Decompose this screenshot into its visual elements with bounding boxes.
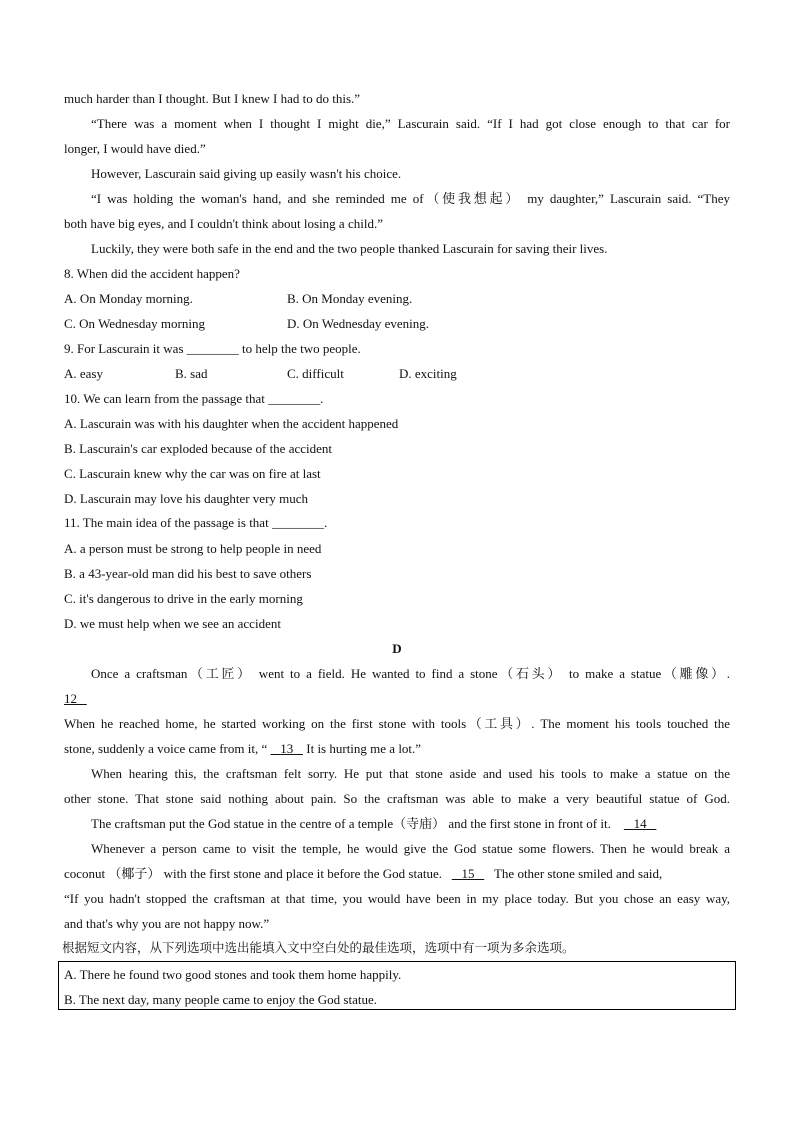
passage-line: The craftsman put the God statue in the centre of a temple（寺庙） and the first stone in front of it. 14: [91, 816, 656, 832]
answer-option: D. we must help when we see an accident: [64, 616, 281, 631]
passage-line: and that's why you are not happy now.”: [64, 916, 270, 931]
passage-line: When he reached home, he started working on the first stone with tools（工具）. The moment his tools touched the: [64, 716, 730, 731]
answer-option: A. Lascurain was with his daughter when the accident happened: [64, 416, 399, 431]
answer-option: B. sad: [175, 366, 208, 381]
blank-15: 15: [461, 866, 475, 881]
answer-option: A. On Monday morning.: [64, 291, 193, 306]
passage-line: much harder than I thought. But I knew I had to do this.”: [64, 91, 361, 106]
passage-line: “There was a moment when I thought I might die,” Lascurain said. “If I had got close enough to that car for: [91, 116, 730, 131]
passage-line: “I was holding the woman's hand, and she reminded me of（使我想起） my daughter,” Lascurain said. “They: [91, 191, 730, 206]
passage-line: Whenever a person came to visit the temple, he would give the God statue some flowers. Then he would break a: [91, 841, 730, 856]
answer-option: A. easy: [64, 366, 103, 381]
answer-option: C. difficult: [287, 366, 344, 381]
answer-option: C. On Wednesday morning: [64, 316, 205, 331]
answer-option: A. a person must be strong to help people in need: [64, 541, 322, 556]
blank-12: 12: [64, 691, 77, 706]
answer-option: C. Lascurain knew why the car was on fire at last: [64, 466, 321, 481]
question-stem: 10. We can learn from the passage that ________.: [64, 391, 324, 406]
answer-option: D. On Wednesday evening.: [287, 316, 430, 331]
passage-line: longer, I would have died.”: [64, 141, 206, 156]
passage-line: Luckily, they were both safe in the end and the two people thanked Lascurain for saving their lives.: [91, 241, 608, 256]
passage-line: stone, suddenly a voice came from it, “ 13 It is hurting me a lot.”: [64, 741, 422, 756]
passage-line: “If you hadn't stopped the craftsman at that time, you would have been in my place today. But you chose an easy way,: [64, 891, 730, 906]
answer-option: C. it's dangerous to drive in the early morning: [64, 591, 303, 606]
question-stem: 11. The main idea of the passage is that ________.: [64, 515, 328, 530]
answer-option: D. Lascurain may love his daughter very much: [64, 491, 309, 506]
option-b: B. The next day, many people came to enjoy the God statue.: [64, 992, 377, 1007]
passage-line: Once a craftsman（工匠） went to a field. He wanted to find a stone（石头） to make a statue（雕像）.: [91, 666, 730, 681]
passage-line: However, Lascurain said giving up easily wasn't his choice.: [91, 166, 402, 181]
blank-13: 13: [280, 741, 294, 756]
instruction: 根据短文内容，从下列选项中选出能填入文中空白处的最佳选项，选项中有一项为多余选项。: [62, 940, 575, 955]
answer-option: B. Lascurain's car exploded because of the accident: [64, 441, 332, 456]
passage-line: coconut （椰子） with the first stone and place it before the God statue. 15 The other stone smiled and said,: [64, 866, 663, 881]
options-box: [58, 961, 736, 1010]
section-heading: D: [392, 641, 402, 656]
passage-line: both have big eyes, and I couldn't think about losing a child.”: [64, 216, 383, 231]
blank-14: 14: [633, 816, 647, 831]
option-a: A. There he found two good stones and took them home happily.: [64, 967, 402, 982]
answer-option: D. exciting: [399, 366, 457, 381]
question-stem: 8. When did the accident happen?: [64, 266, 240, 281]
question-stem: 9. For Lascurain it was ________ to help the two people.: [64, 341, 361, 356]
passage-line: other stone. That stone said nothing about pain. So the craftsman was able to make a very beautiful statue of God.: [64, 791, 730, 806]
passage-line: When hearing this, the craftsman felt sorry. He put that stone aside and used his tools to make a statue on the: [91, 766, 730, 781]
answer-option: B. a 43-year-old man did his best to save others: [64, 566, 312, 581]
answer-option: B. On Monday evening.: [287, 291, 413, 306]
